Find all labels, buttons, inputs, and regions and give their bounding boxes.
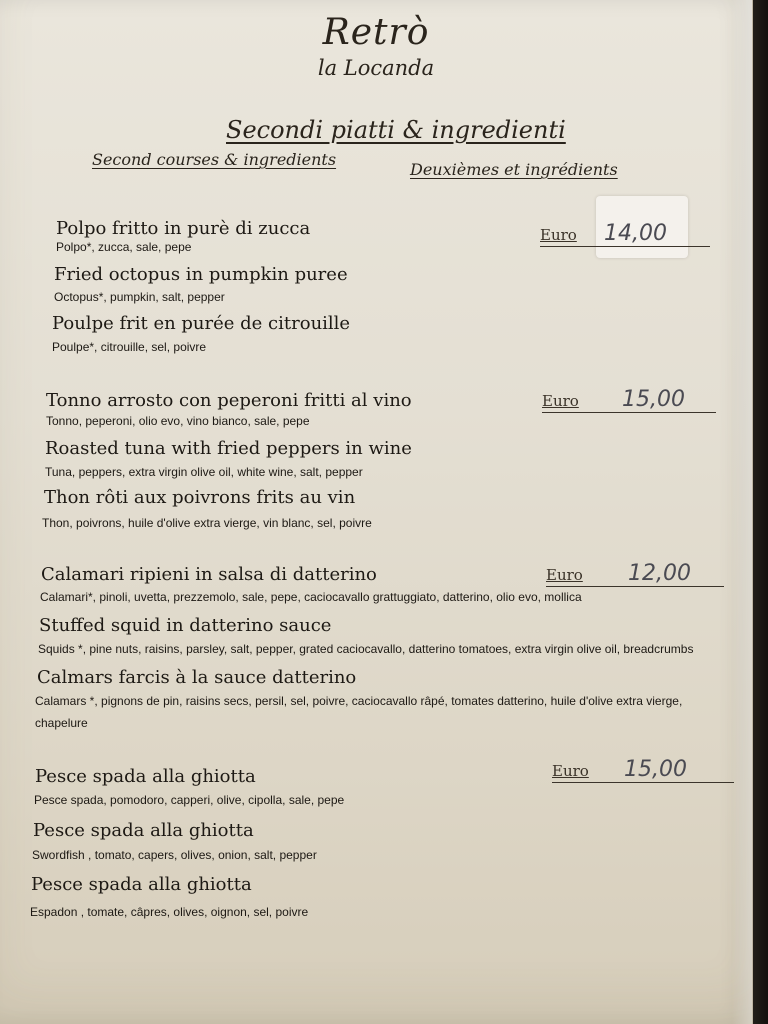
dish-name-fr: Pesce spada alla ghiotta <box>31 874 252 895</box>
dish-name-it: Polpo fritto in purè di zucca <box>56 218 311 239</box>
dish-ingredients-en: Tuna, peppers, extra virgin olive oil, white wine, salt, pepper <box>45 465 363 479</box>
dish-ingredients-it: Pesce spada, pomodoro, capperi, olive, cipolla, sale, pepe <box>34 793 345 807</box>
price-tag <box>540 222 710 247</box>
dish-name-fr: Calmars farcis à la sauce datterino <box>37 667 357 688</box>
section-subtitle-fr: Deuxièmes et ingrédients <box>410 160 618 179</box>
dish-name-en: Fried octopus in pumpkin puree <box>54 264 348 285</box>
dish-name-it: Tonno arrosto con peperoni fritti al vino <box>46 390 412 411</box>
dish-ingredients-fr: Calamars *, pignons de pin, raisins secs, persil, sel, poivre, caciocavallo râpé, tomates datterino, huile d'olive extra vierge, chapelure <box>35 694 683 730</box>
price-currency: Euro <box>542 392 579 410</box>
dish-ingredients-fr: Thon, poivrons, huile d'olive extra vierge, vin blanc, sel, poivre <box>42 516 372 530</box>
section-subtitle-en: Second courses & ingredients <box>92 150 337 169</box>
dish-ingredients-fr: Poulpe*, citrouille, sel, poivre <box>52 340 207 354</box>
dish-name-en: Roasted tuna with fried peppers in wine <box>45 438 412 459</box>
price-tag <box>542 388 716 413</box>
price-amount: 14,00 <box>604 221 667 246</box>
price-tag <box>546 562 724 587</box>
dish-name-it: Pesce spada alla ghiotta <box>35 766 256 787</box>
price-tag <box>552 758 734 783</box>
restaurant-subtitle: la Locanda <box>317 56 435 80</box>
price-amount: 12,00 <box>628 561 691 586</box>
restaurant-name: Retrò <box>322 12 430 53</box>
dish-ingredients-it: Tonno, peperoni, olio evo, vino bianco, sale, pepe <box>46 414 310 428</box>
sheet-edge <box>732 0 752 1024</box>
section-title: Secondi piatti & ingredienti <box>226 116 566 144</box>
dish-ingredients-fr: Espadon , tomate, câpres, olives, oignon, sel, poivre <box>30 905 309 919</box>
dish-name-fr: Poulpe frit en purée de citrouille <box>52 313 351 334</box>
price-amount: 15,00 <box>622 387 685 412</box>
dish-ingredients-it: Polpo*, zucca, sale, pepe <box>56 240 192 254</box>
dish-name-en: Stuffed squid in datterino sauce <box>39 615 332 636</box>
price-amount: 15,00 <box>624 757 687 782</box>
price-currency: Euro <box>540 226 577 244</box>
price-currency: Euro <box>552 762 589 780</box>
price-currency: Euro <box>546 566 583 584</box>
dish-name-fr: Thon rôti aux poivrons frits au vin <box>44 487 356 508</box>
dish-ingredients-en: Octopus*, pumpkin, salt, pepper <box>54 290 225 304</box>
dish-ingredients-it: Calamari*, pinoli, uvetta, prezzemolo, sale, pepe, caciocavallo grattuggiato, datterino, olio evo, mollica <box>40 590 582 604</box>
dish-ingredients-en: Swordfish , tomato, capers, olives, onion, salt, pepper <box>32 848 317 862</box>
dish-name-it: Calamari ripieni in salsa di datterino <box>41 564 377 585</box>
dish-ingredients-en: Squids *, pine nuts, raisins, parsley, salt, pepper, grated caciocavallo, datterino tomatoes, extra virgin olive oil, breadcrumbs <box>38 642 694 656</box>
dish-name-en: Pesce spada alla ghiotta <box>33 820 254 841</box>
